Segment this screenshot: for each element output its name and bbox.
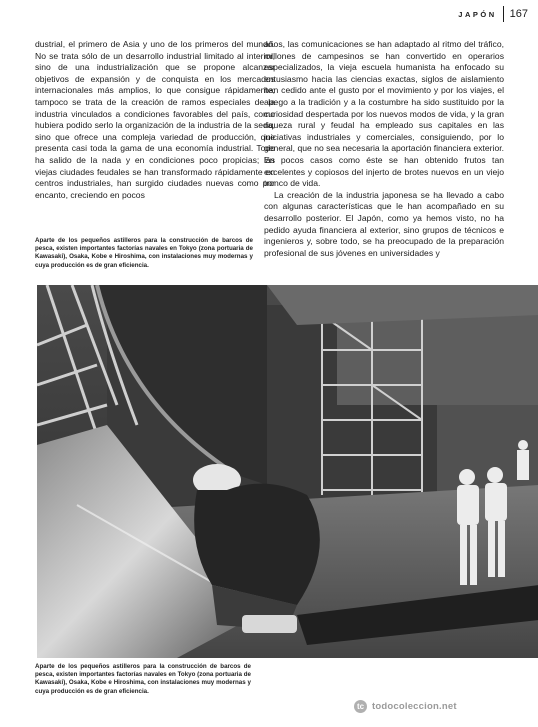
body-paragraph: La creación de la industria japonesa se ha llevado a cabo con algunas características que le han acompañado en su desarrollo posterior. El Japón, como ya hemos visto, no ha pedido ayuda financiera al exterior, sino grupos de técnicos e ingenieros y, sobre todo, se ha preocupado de la preparación profesional de sus jóvenes en universidades y: [264, 189, 504, 258]
text-column-left: [35, 39, 275, 201]
text-column-right: [264, 39, 504, 259]
body-paragraph: años, las comunicaciones se han adaptado al ritmo del tráfico, millones de campesinos se han convertido en operarios especializados, la vieja escuela humanista ha enfocado su entusiasmo hacia las ciencias exactas, siglos de aislamiento han cedido ante el gusto por el movimiento y por los viajes, el apego a la tradición y a la costumbre ha sido sustituido por la curiosidad despertada por los nuevos modos de vida, y la gran riqueza rural y feudal ha empleado sus capitales en las iniciativas industriales y comerciales, consiguiendo, por lo general, que no sea necesaria la aportación financiera exterior. En pocos casos como éste se han obtenido frutos tan excelentes y copiosos del injerto de brotes nuevos en un viejo tronco de vida.: [264, 39, 504, 189]
photo-caption-bottom: Aparte de los pequeños astilleros para la construcción de barcos de pesca, existen importantes factorías navales en Tokyo (zona portuaria de Kawasaki), Osaka, Kobe e Hiroshima, con instalaciones muy modernas y cuya producción es de gran eficiencia.: [35, 663, 251, 695]
watermark-logo-icon: tc: [354, 700, 367, 713]
header-divider: [503, 6, 504, 22]
page-number: 167: [509, 8, 528, 20]
body-paragraph: dustrial, el primero de Asia y uno de los primeros del mundo. No se trata sólo de un desarrollo industrial limitado al interior, sino de una industrialización que se propone alcanzar objetivos de expansión y de conquista en los mercados internacionales más amplios, lo que consigue rápidamente; tampoco se trata de la creación de ramos especiales de la industria vinculados a condiciones favorables del país, como hubiera podido serlo la organización de la industria de la seda, sino que ofrece una compleja variedad de producción, que presenta casi toda la gama de una economía industrial. Todo ha salido de la nada y en condiciones poco propicias; las viejas ciudades feudales se han transformado rápidamente en centros industriales, han surgido ciudades nuevas como por encanto, creciendo en pocos: [35, 39, 275, 200]
watermark-text: todocoleccion.net: [372, 701, 457, 712]
page-header: [458, 6, 528, 22]
photo-caption-top: Aparte de los pequeños astilleros para la construcción de barcos de pesca, existen importantes factorías navales en Tokyo (zona portuaria de Kawasaki), Osaka, Kobe e Hiroshima, con instalaciones muy modernas y cuya producción es de gran eficiencia.: [35, 237, 253, 269]
section-title: JAPÓN: [458, 9, 497, 19]
shipyard-photo: [37, 285, 538, 658]
watermark: [354, 700, 457, 713]
